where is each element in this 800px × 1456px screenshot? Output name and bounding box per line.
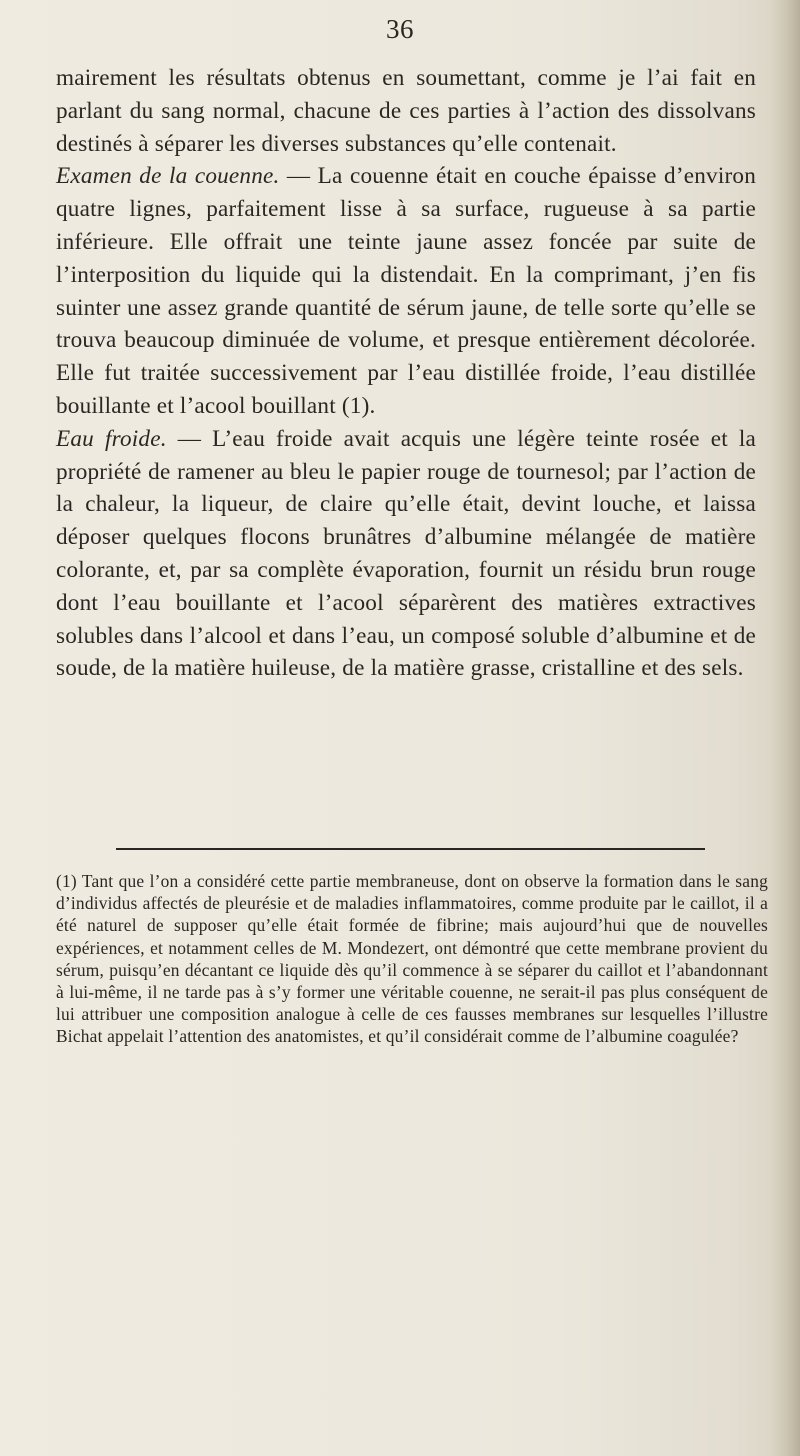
- section-heading-eau-froide: Eau froide.: [56, 425, 167, 452]
- paragraph-eau-froide: [56, 423, 756, 685]
- paragraph-couenne: [56, 160, 756, 422]
- main-text: [56, 62, 756, 685]
- page-number: 36: [386, 14, 414, 44]
- section-heading-couenne: Examen de la couenne.: [56, 163, 280, 190]
- footnote-divider: [116, 848, 705, 850]
- paragraph-continued: mairement les résultats obtenus en soumettant, comme je l’ai fait en parlant du sang normal, chacune de ces parties à l’action des dissolvans destinés à séparer les diverses substances qu’elle contenait.: [56, 65, 756, 157]
- paragraph-eau-froide-text: — L’eau froide avait acquis une légère teinte rosée et la propriété de ramener au bleu le papier rouge de tournesol; par l’action de la chaleur, la liqueur, de claire qu’elle était, devint louche, et laissa déposer quelques flocons brunâtres d’albumine mélangée de matière colorante, et, par sa complète évaporation, fournit un résidu brun rouge dont l’eau bouillante et l’acool séparèrent des matières extractives solubles dans l’alcool et dans l’eau, un composé soluble d’albumine et de soude, de la matière huileuse, de la matière grasse, cristalline et des sels.: [56, 425, 757, 682]
- footnote-text: (1) Tant que l’on a considéré cette partie membraneuse, dont on observe la formation dans le sang d’individus affectés de pleurésie et de maladies inflammatoires, comme produite par le caillot, il a été naturel de supposer qu’elle était formée de fibrine; mais aujourd’hui que de nouvelles expériences, et notamment celles de M. Mondezert, ont démontré que cette membrane provient du sérum, puisqu’en décantant ce liquide dès qu’il commence à se séparer du caillot et l’abandonnant à lui-même, il ne tarde pas à s’y former une véritable couenne, ne serait-il pas plus conséquent de lui attribuer une composition analogue à celle de ces fausses membranes sur lesquelles l’illustre Bichat appelait l’attention des anatomistes, et qu’il considérait comme de l’albumine coagulée?: [56, 871, 768, 1047]
- paragraph-couenne-text: — La couenne était en couche épaisse d’environ quatre lignes, parfaitement lisse à sa surface, rugueuse à sa partie inférieure. Elle offrait une teinte jaune assez foncée par suite de l’interposition du liquide qui la distendait. En la comprimant, j’en fis suinter une assez grande quantité de sérum jaune, de telle sorte qu’elle se trouva beaucoup diminuée de volume, et presque entièrement décolorée. Elle fut traitée successivement par l’eau distillée froide, l’eau distillée bouillante et l’acool bouillant (1).: [56, 163, 756, 419]
- footnote: [56, 870, 768, 1048]
- page-edge-shadow: [770, 0, 800, 1456]
